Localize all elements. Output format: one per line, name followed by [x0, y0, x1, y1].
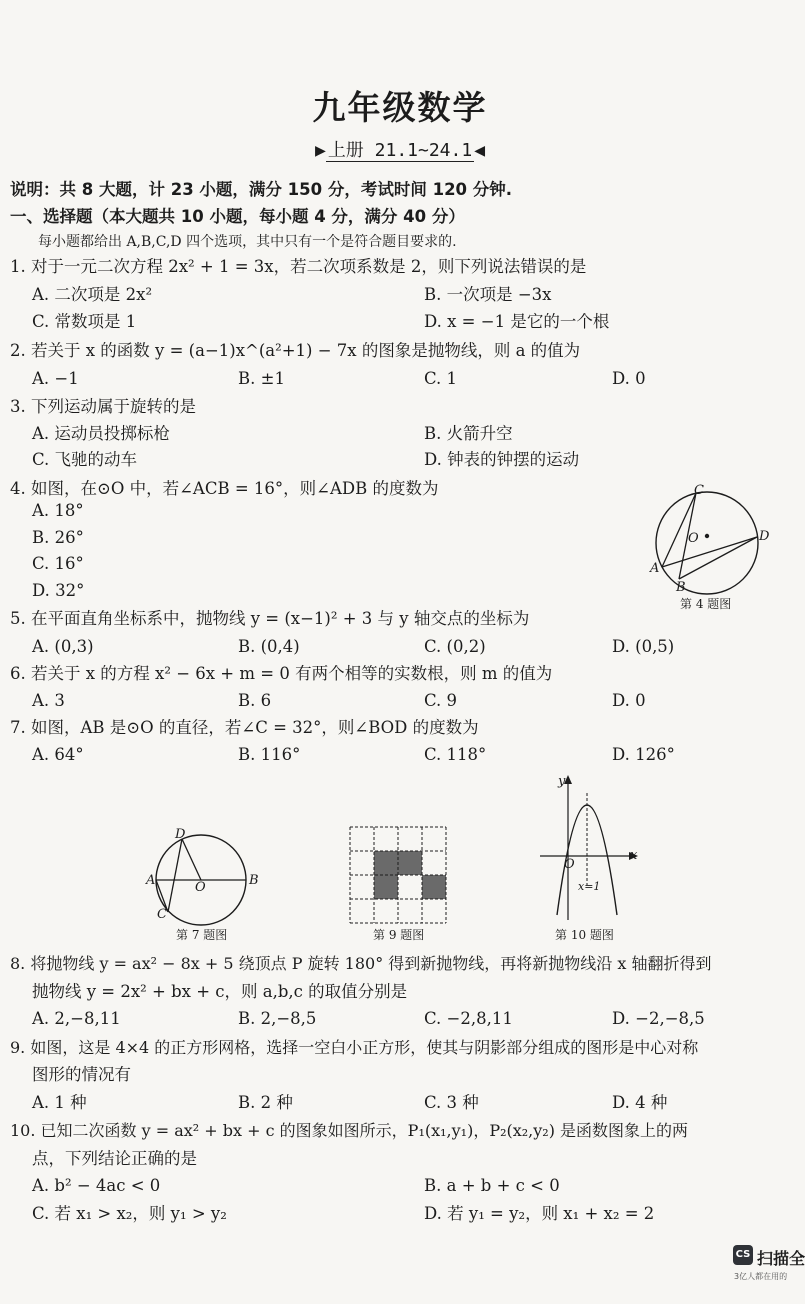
option: A. −1: [32, 369, 79, 388]
fig10-label-y: y: [558, 774, 566, 789]
question-stem: 9. 如图，这是 4×4 的正方形网格，选择一空白小正方形，使其与阴影部分组成的图形是中心对称: [10, 1038, 699, 1057]
fig7-label-c: C: [157, 907, 167, 922]
figure-10-graph: [540, 775, 640, 920]
option: C. 飞驰的动车: [32, 450, 138, 469]
option: D. 32°: [32, 581, 85, 600]
fig4-label-c: C: [694, 483, 704, 498]
question-stem: 7. 如图，AB 是⊙O 的直径，若∠C = 32°，则∠BOD 的度数为: [10, 718, 479, 737]
option: B. 116°: [238, 745, 301, 764]
option: C. 3 种: [424, 1093, 479, 1112]
option: D. (0,5): [612, 637, 675, 656]
option: B. 火箭升空: [424, 424, 513, 443]
scanner-logo-icon: CS: [733, 1245, 753, 1265]
question-stem-continued: 点，下列结论正确的是: [32, 1149, 197, 1168]
option: D. 0: [612, 369, 646, 388]
option: B. 2,−8,5: [238, 1009, 317, 1028]
fig7-label-d: D: [175, 827, 186, 842]
question-stem-continued: 抛物线 y = 2x² + bx + c，则 a,b,c 的取值分别是: [32, 982, 408, 1001]
option: C. 118°: [424, 745, 487, 764]
option: A. 3: [32, 691, 65, 710]
option: A. 1 种: [32, 1093, 87, 1112]
figure-4-diagram: [640, 495, 780, 605]
question-stem: 4. 如图，在⊙O 中，若∠ACB = 16°，则∠ADB 的度数为: [10, 479, 439, 498]
option: C. 若 x₁ > x₂，则 y₁ > y₂: [32, 1204, 227, 1223]
question-stem: 6. 若关于 x 的方程 x² − 6x + m = 0 有两个相等的实数根，则 m 的值为: [10, 664, 553, 683]
fig9-caption: 第 9 题图: [373, 928, 425, 942]
option: B. 2 种: [238, 1093, 293, 1112]
option: B. (0,4): [238, 637, 300, 656]
option: A. 运动员投掷标枪: [32, 424, 170, 443]
option: B. ±1: [238, 369, 285, 388]
question-stem: 3. 下列运动属于旋转的是: [10, 397, 196, 416]
fig4-caption: 第 4 题图: [680, 597, 732, 611]
question-stem-continued: 图形的情况有: [32, 1065, 131, 1084]
option: D. 4 种: [612, 1093, 668, 1112]
option: B. a + b + c < 0: [424, 1176, 560, 1195]
option: D. −2,−8,5: [612, 1009, 705, 1028]
scanner-logo-tagline: 3亿人都在用的: [734, 1272, 788, 1281]
fig10-label-axis: x=1: [578, 880, 601, 893]
option: C. 常数项是 1: [32, 312, 137, 331]
figure-9-grid: [350, 827, 450, 927]
subtitle-text: 上册 21.1~24.1: [327, 140, 473, 161]
fig4-label-o: O: [688, 531, 699, 546]
option: A. b² − 4ac < 0: [32, 1176, 161, 1195]
option: D. 钟表的钟摆的运动: [424, 450, 580, 469]
option: A. (0,3): [32, 637, 94, 656]
fig10-caption: 第 10 题图: [555, 928, 614, 942]
page-title: 九年级数学: [312, 88, 488, 127]
option: A. 18°: [32, 501, 84, 520]
option: D. x = −1 是它的一个根: [424, 312, 610, 331]
fig7-label-b: B: [249, 873, 259, 888]
fig4-label-b: B: [676, 580, 686, 595]
option: C. 9: [424, 691, 458, 710]
fig7-label-o: O: [195, 880, 206, 895]
option: A. 二次项是 2x²: [32, 285, 153, 304]
fig7-label-a: A: [146, 873, 156, 888]
option: C. 16°: [32, 554, 84, 573]
fig4-label-a: A: [650, 561, 660, 576]
fig10-label-x: x: [630, 848, 638, 863]
option: C. −2,8,11: [424, 1009, 513, 1028]
scanner-logo-name: 扫描全: [757, 1249, 805, 1268]
option: B. 一次项是 −3x: [424, 285, 552, 304]
subtitle-left-mark: ▶: [314, 140, 326, 161]
option: A. 2,−8,11: [32, 1009, 121, 1028]
option: D. 若 y₁ = y₂，则 x₁ + x₂ = 2: [424, 1204, 655, 1223]
fig7-caption: 第 7 题图: [176, 928, 228, 942]
question-stem: 1. 对于一元二次方程 2x² + 1 = 3x，若二次项系数是 2，则下列说法错误的是: [10, 257, 587, 276]
option: A. 64°: [32, 745, 84, 764]
fig4-label-d: D: [759, 529, 770, 544]
option: D. 0: [612, 691, 646, 710]
question-stem: 10. 已知二次函数 y = ax² + bx + c 的图象如图所示，P₁(x₁,y₁)，P₂(x₂,y₂) 是函数图象上的两: [10, 1121, 689, 1140]
subtitle-right-mark: ◀: [474, 140, 486, 161]
question-stem: 5. 在平面直角坐标系中，抛物线 y = (x−1)² + 3 与 y 轴交点的坐标为: [10, 609, 530, 628]
section-heading: 一、选择题（本大题共 10 小题，每小题 4 分，满分 40 分）: [10, 207, 465, 226]
option: B. 26°: [32, 528, 84, 547]
option: D. 126°: [612, 745, 675, 764]
option: C. 1: [424, 369, 458, 388]
question-stem: 2. 若关于 x 的函数 y = (a−1)x^(a²+1) − 7x 的图象是抛物线，则 a 的值为: [10, 341, 581, 360]
exam-intro: 说明：共 8 大题，计 23 小题，满分 150 分，考试时间 120 分钟.: [10, 180, 513, 199]
section-instruction: 每小题都给出 A,B,C,D 四个选项，其中只有一个是符合题目要求的.: [38, 234, 457, 250]
option: C. (0,2): [424, 637, 486, 656]
fig10-label-o: O: [564, 857, 575, 872]
option: B. 6: [238, 691, 272, 710]
question-stem: 8. 将抛物线 y = ax² − 8x + 5 绕顶点 P 旋转 180° 得到新抛物线，再将新抛物线沿 x 轴翻折得到: [10, 954, 712, 973]
page-subtitle: [0, 136, 800, 162]
